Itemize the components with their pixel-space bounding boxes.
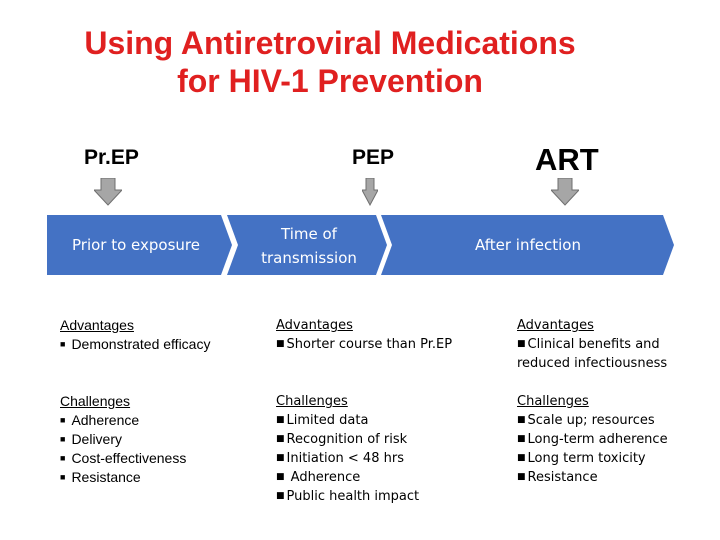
list-item: ■ Demonstrated efficacy (60, 336, 211, 352)
pep-challenges-heading: Challenges (276, 394, 348, 409)
pep-advantages-list (276, 335, 486, 354)
title-line-2: for HIV-1 Prevention (177, 63, 483, 99)
bullet-icon: ■ (276, 472, 285, 482)
pep-column (276, 316, 486, 506)
list-item: ■ Public health impact (276, 489, 420, 504)
prep-challenges-list (60, 411, 260, 487)
art-advantages-heading: Advantages (517, 318, 594, 333)
prep-advantages-list (60, 335, 260, 354)
timeline-transmission-line-2: transmission (261, 249, 357, 267)
timeline-prior-label: Prior to exposure (72, 236, 200, 254)
list-item: ■ Long term toxicity (517, 451, 646, 466)
list-item: ■ Long-term adherence (517, 432, 668, 447)
list-item: ■ Cost-effectiveness (60, 450, 187, 466)
prep-challenges-heading: Challenges (60, 393, 131, 409)
list-item: ■ Resistance (60, 469, 141, 485)
bullet-icon: ■ (276, 434, 285, 444)
bullet-icon: ■ (276, 415, 285, 425)
list-item: ■ Shorter course than Pr.EP (276, 337, 453, 352)
strategy-art-label: ART (535, 142, 599, 177)
pep-advantages-heading: Advantages (276, 318, 353, 333)
art-challenges-heading: Challenges (517, 394, 589, 409)
bullet-icon: ■ (517, 472, 526, 482)
bullet-icon: ■ (517, 453, 526, 463)
list-item: ■ Adherence (60, 412, 140, 428)
list-item: ■ Clinical benefits and (517, 337, 660, 352)
list-item: ■ Limited data (276, 413, 369, 428)
list-item-continuation: reduced infectiousness (517, 356, 668, 371)
timeline-after-label: After infection (475, 236, 581, 254)
list-item: ■ Scale up; resources (517, 413, 655, 428)
strategy-prep-label: Pr.EP (84, 146, 139, 169)
bullet-icon: ■ (517, 339, 526, 349)
bullet-icon: ■ (276, 453, 285, 463)
strategy-pep-label: PEP (352, 146, 395, 169)
timeline-transmission-line-1: Time of (281, 225, 337, 243)
bullet-icon: ■ (60, 434, 66, 444)
bullet-icon: ■ (60, 339, 66, 349)
bullet-icon: ■ (517, 415, 526, 425)
pep-challenges-list (276, 411, 486, 506)
bullet-icon: ■ (60, 453, 66, 463)
list-item: ■ Delivery (60, 431, 123, 447)
bullet-icon: ■ (276, 339, 285, 349)
prep-column (60, 316, 260, 487)
timeline-transmission-label (236, 222, 382, 270)
art-column (517, 316, 712, 487)
prep-advantages-heading: Advantages (60, 317, 134, 333)
list-item: ■ Resistance (517, 470, 598, 485)
bullet-icon: ■ (276, 491, 285, 501)
list-item: ■ Adherence (276, 470, 361, 485)
bullet-icon: ■ (60, 472, 66, 482)
bullet-icon: ■ (517, 434, 526, 444)
title-line-1: Using Antiretroviral Medications (84, 25, 576, 61)
bullet-icon: ■ (60, 415, 66, 425)
list-item: ■ Initiation < 48 hrs (276, 451, 404, 466)
list-item: ■ Recognition of risk (276, 432, 408, 447)
art-advantages-list (517, 335, 712, 373)
art-challenges-list (517, 411, 712, 487)
